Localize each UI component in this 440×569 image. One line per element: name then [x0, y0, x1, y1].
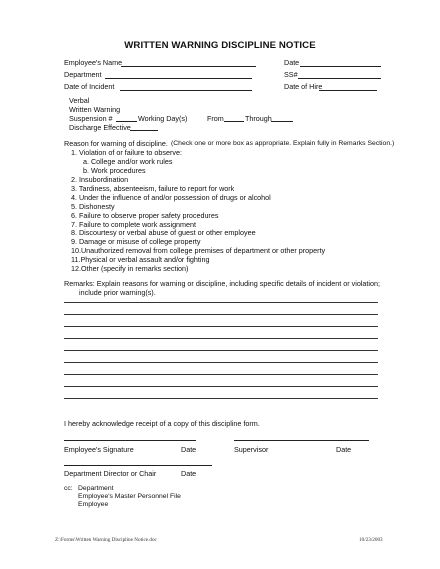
from-field[interactable] — [224, 121, 244, 122]
reason-heading: Reason for warning of discipline. — [64, 139, 168, 148]
remarks-line[interactable] — [64, 362, 378, 363]
remarks-line[interactable] — [64, 314, 378, 315]
reason-item-7[interactable]: 7. Failure to complete work assignment — [71, 220, 197, 229]
supervisor-label: Supervisor — [234, 445, 269, 454]
remarks-line[interactable] — [64, 398, 378, 399]
reason-item-1b[interactable]: b. Work procedures — [83, 166, 146, 175]
remarks-line[interactable] — [64, 338, 378, 339]
supervisor-signature-line[interactable] — [234, 440, 369, 441]
suspension-number-field[interactable] — [116, 121, 137, 122]
written-warning-option[interactable]: Written Warning — [69, 105, 121, 114]
department-field[interactable] — [105, 78, 252, 79]
director-label: Department Director or Chair — [64, 469, 157, 478]
employee-signature-label: Employee's Signature — [64, 445, 134, 454]
employee-name-label: Employee's Name — [64, 58, 123, 67]
footer-date: 10/23/2003 — [359, 537, 383, 543]
date-of-incident-field[interactable] — [120, 90, 252, 91]
reason-item-2[interactable]: 2. Insubordination — [71, 175, 129, 184]
working-days-label: Working Day(s) — [138, 114, 188, 123]
department-label: Department — [64, 70, 102, 79]
date-field[interactable] — [300, 66, 381, 67]
remarks-instruction: include prior warning(s). — [79, 288, 156, 297]
date-of-hire-label: Date of Hire — [284, 82, 323, 91]
through-field[interactable] — [271, 121, 293, 122]
remarks-label: Remarks: Explain reasons for warning or discipline, including specific details of incident or violation; — [64, 279, 381, 288]
date-of-incident-label: Date of Incident — [64, 82, 115, 91]
through-label: Through — [245, 114, 272, 123]
verbal-option[interactable]: Verbal — [69, 96, 90, 105]
page-title: WRITTEN WARNING DISCIPLINE NOTICE — [124, 40, 316, 51]
cc-item-personnel-file: Employee's Master Personnel File — [78, 493, 181, 500]
remarks-line[interactable] — [64, 302, 378, 303]
reason-item-11[interactable]: 11.Physical or verbal assault and/or fighting — [71, 255, 210, 264]
cc-label: cc: — [64, 485, 73, 492]
reason-item-12[interactable]: 12.Other (specify in remarks section) — [71, 264, 189, 273]
suspension-option[interactable]: Suspension # — [69, 114, 113, 123]
remarks-line[interactable] — [64, 374, 378, 375]
acknowledge-text: I hereby acknowledge receipt of a copy of this discipline form. — [64, 419, 260, 428]
reason-item-1[interactable]: 1. Violation of or failure to observe: — [71, 148, 182, 157]
discharge-option[interactable]: Discharge Effective — [69, 123, 131, 132]
reason-item-10[interactable]: 10.Unauthorized removal from college premises of department or other property — [71, 246, 326, 255]
reason-item-1a[interactable]: a. College and/or work rules — [83, 157, 173, 166]
employee-name-field[interactable] — [121, 66, 256, 67]
ss-label: SS# — [284, 70, 298, 79]
employee-date-label: Date — [181, 445, 197, 454]
cc-item-department: Department — [78, 485, 114, 492]
director-date-label: Date — [181, 469, 197, 478]
reason-item-8[interactable]: 8. Discourtesy or verbal abuse of guest or other employee — [71, 228, 256, 237]
footer-file-path: Z:\Forms\Written Warning Discipline Notice.doc — [55, 537, 157, 543]
reason-item-4[interactable]: 4. Under the influence of and/or possession of drugs or alcohol — [71, 193, 271, 202]
reason-item-3[interactable]: 3. Tardiness, absenteeism, failure to report for work — [71, 184, 235, 193]
remarks-line[interactable] — [64, 326, 378, 327]
reason-instruction: (Check one or more box as appropriate. Explain fully in Remarks Section.) — [171, 140, 395, 147]
from-label: From — [207, 114, 224, 123]
ss-field[interactable] — [298, 78, 381, 79]
supervisor-date-label: Date — [336, 445, 352, 454]
reason-item-5[interactable]: 5. Dishonesty — [71, 202, 115, 211]
discharge-date-field[interactable] — [130, 130, 158, 131]
date-of-hire-field[interactable] — [319, 90, 377, 91]
reason-item-6[interactable]: 6. Failure to observe proper safety procedures — [71, 211, 219, 220]
date-label: Date — [284, 58, 300, 67]
director-signature-line[interactable] — [64, 465, 212, 466]
cc-item-employee: Employee — [78, 501, 109, 508]
remarks-line[interactable] — [64, 386, 378, 387]
remarks-line[interactable] — [64, 350, 378, 351]
reason-item-9[interactable]: 9. Damage or misuse of college property — [71, 237, 201, 246]
employee-signature-line[interactable] — [64, 440, 196, 441]
